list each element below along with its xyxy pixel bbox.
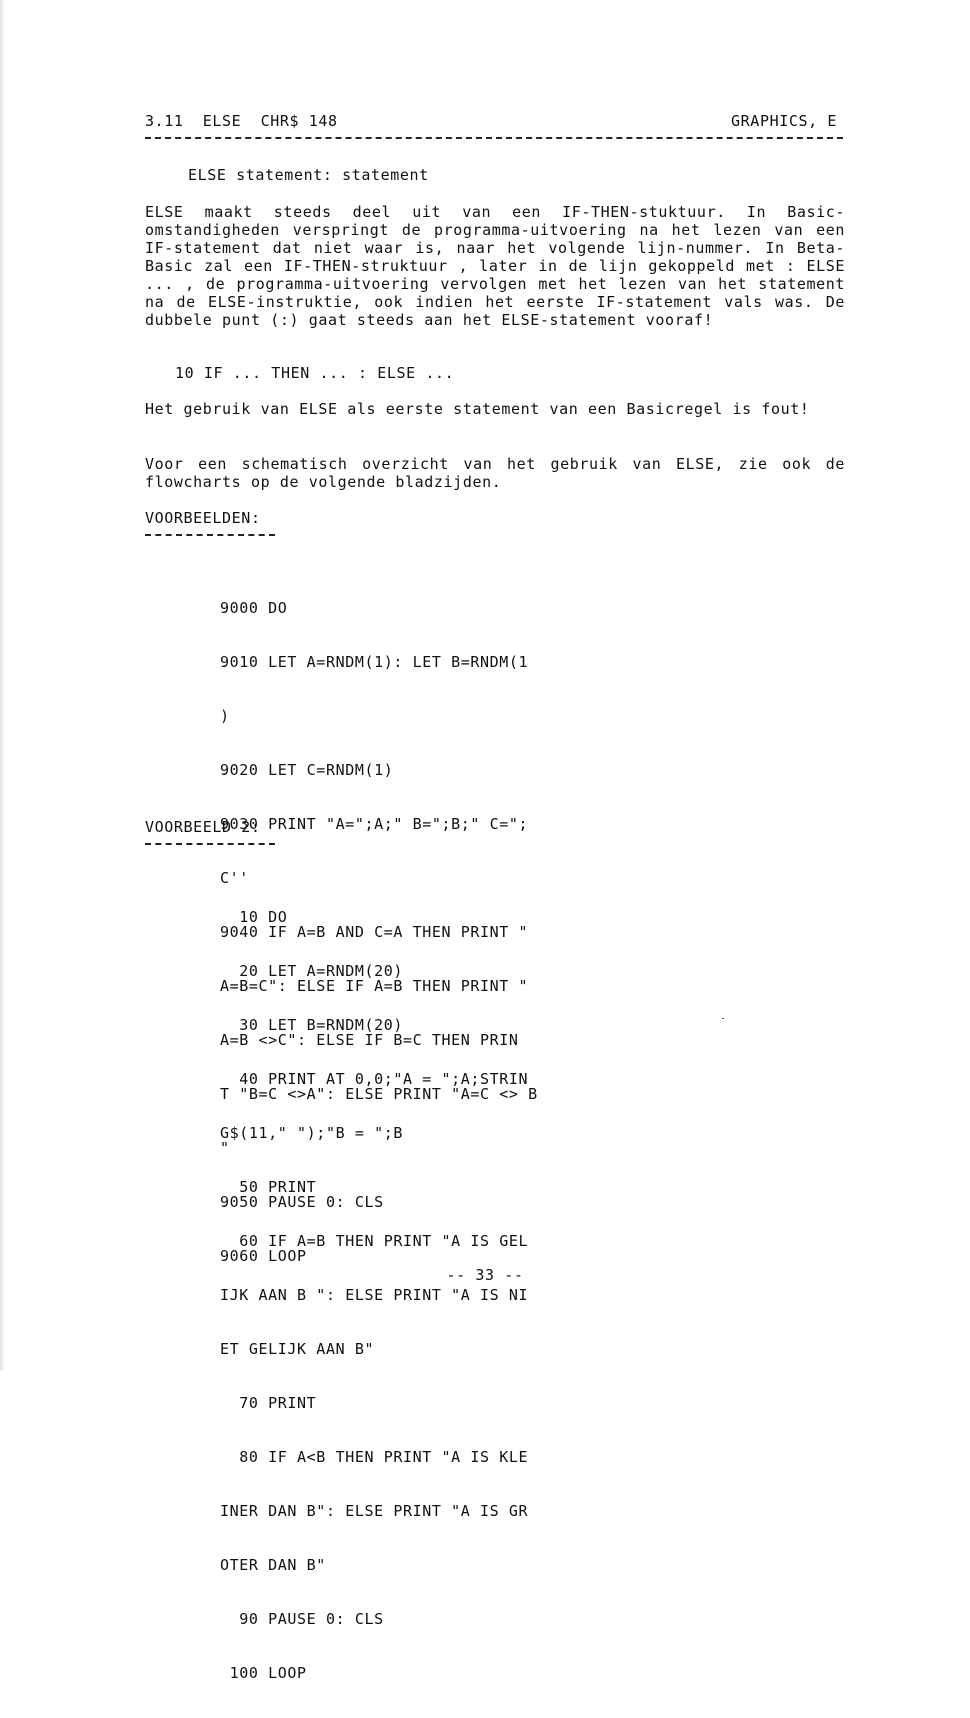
- code-line: 10 DO: [220, 908, 288, 926]
- examples-heading-underline: [145, 534, 275, 536]
- code-line: 9040 IF A=B AND C=A THEN PRINT ": [220, 923, 529, 941]
- code-line: ": [220, 1139, 230, 1157]
- code-line: 9050 PAUSE 0: CLS: [220, 1193, 384, 1211]
- code-line: INER DAN B": ELSE PRINT "A IS GR: [220, 1502, 529, 1520]
- code-line: 100 LOOP: [220, 1664, 307, 1682]
- code-line: 9000 DO: [220, 599, 288, 617]
- code-line: A=B <>C": ELSE IF B=C THEN PRIN: [220, 1031, 519, 1049]
- code-line: C'': [220, 869, 249, 887]
- flowchart-note: Voor een schematisch overzicht van het gebruik van ELSE, zie ook de flowcharts op de volgende bladzijden.: [145, 455, 845, 491]
- header-rule: [145, 137, 843, 139]
- section-title: 3.11 ELSE CHR$ 148: [145, 112, 338, 130]
- code-line: OTER DAN B": [220, 1556, 326, 1574]
- code-line: A=B=C": ELSE IF A=B THEN PRINT ": [220, 977, 529, 995]
- code-line: G$(11," ");"B = ";B: [220, 1124, 403, 1142]
- scan-speck: [722, 1018, 724, 1019]
- code-line: ET GELIJK AAN B": [220, 1340, 375, 1358]
- page-edge-shadow: [0, 0, 5, 1371]
- warning-paragraph: Het gebruik van ELSE als eerste statement van een Basicregel is fout!: [145, 400, 810, 418]
- code-line: ): [220, 707, 230, 725]
- example2-heading: VOORBEELD 2:: [145, 818, 261, 836]
- code-line: 20 LET A=RNDM(20): [220, 962, 403, 980]
- code-line: 9020 LET C=RNDM(1): [220, 761, 394, 779]
- code-line: 30 LET B=RNDM(20): [220, 1016, 403, 1034]
- code-line: 60 IF A=B THEN PRINT "A IS GEL: [220, 1232, 529, 1250]
- code-line: 40 PRINT AT 0,0;"A = ";A;STRIN: [220, 1070, 529, 1088]
- code-line: 50 PRINT: [220, 1178, 317, 1196]
- code-line: T "B=C <>A": ELSE PRINT "A=C <> B: [220, 1085, 538, 1103]
- code-line: 9030 PRINT "A=";A;" B=";B;" C=";: [220, 815, 529, 833]
- page-number: -- 33 --: [446, 1266, 524, 1284]
- section-category: GRAPHICS, E: [731, 112, 837, 130]
- example2-heading-underline: [145, 843, 275, 845]
- examples-heading: VOORBEELDEN:: [145, 509, 261, 527]
- code-line: 90 PAUSE 0: CLS: [220, 1610, 384, 1628]
- code-line: 80 IF A<B THEN PRINT "A IS KLE: [220, 1448, 529, 1466]
- code-line: 70 PRINT: [220, 1394, 317, 1412]
- code-line: 9060 LOOP: [220, 1247, 307, 1265]
- syntax-line: ELSE statement: statement: [188, 166, 429, 184]
- code-listing-2: [220, 872, 528, 1718]
- example-syntax: 10 IF ... THEN ... : ELSE ...: [175, 364, 455, 382]
- code-line: IJK AAN B ": ELSE PRINT "A IS NI: [220, 1286, 529, 1304]
- code-line: 9010 LET A=RNDM(1): LET B=RNDM(1: [220, 653, 529, 671]
- description-paragraph: ELSE maakt steeds deel uit van een IF-THEN-stuktuur. In Basic-omstandigheden verspringt de programma-uitvoering na het lezen van een IF-statement dat niet waar is, naar het volgende lijn-nummer. In Beta-Basic zal een IF-THEN-struktuur , later in de lijn gekoppeld met : ELSE ... , de programma-uitvoering vervolgen met het lezen van het statement na de ELSE-instruktie, ook indien het eerste IF-statement vals was. De dubbele punt (:) gaat steeds aan het ELSE-statement vooraf!: [145, 203, 845, 329]
